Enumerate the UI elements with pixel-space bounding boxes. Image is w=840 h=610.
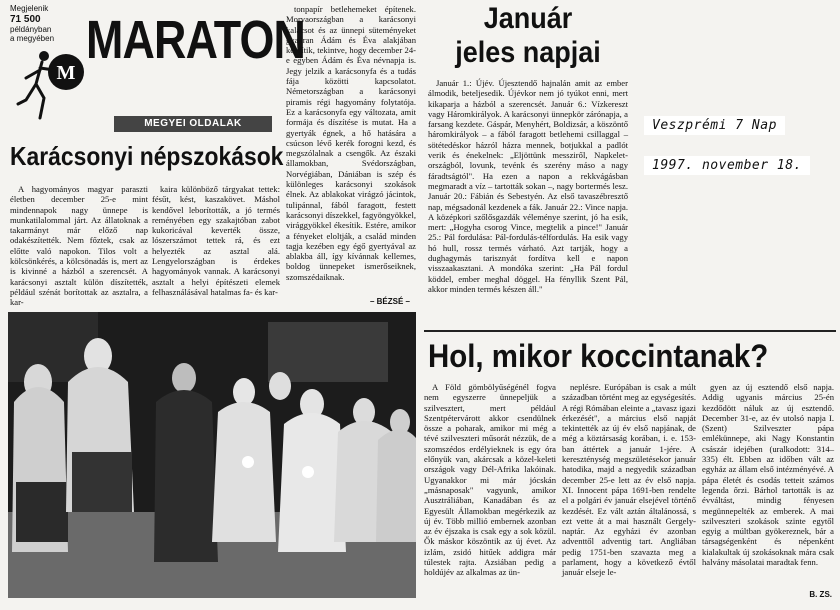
article1-column-2: kaira különböző tárgyakat tettek: fésűt, kést, kaszakövet. Máshol kendővel leborították, a jó termés reményében egy szakajtóban zabot kukoricával keverték össze, lószerszámot tettek rá, és ezt helyezték az asztal alá. Lengyelországban is érdekes hagyományok vannak. A karácsonyi asztalt a helyi építészeti elemek felhasználásával hatalmas fa- és kar-: [152, 184, 280, 297]
article3-column-1: A Föld gömbölyűségénél fogva nem egyszerre ünnepeljük a szilvesztert, mert például Szentpétervárott akkor csendülnek össze a poharak, amikor mi még a tévé szilveszteri műsorát nézzük, de a szomszédos erdélyieknek is egy óra előnyük van, akárcsak a közel-keleti országok vagy Dél-Afrika lakóinak. Ugyanakkor mi már jócskán „másnaposak" vagyunk, amikor Ausztráliában, Kanadában és az Egyesült Államokban megérkezik az új év. Több millió embernek azonban az év éjszaka is csak egy a sok közül. Ők máskor köszöntik az új évet. Az izlám, zsidó hitűek addigra már túlestek rajta. Azsiában pedig a holdújév az alkalmas az ün-: [424, 382, 556, 578]
article3-column-3: gyen az új esztendő első napja. Addig ugyanis március 25-én kezdődött náluk az új esztendő. December 31-e, az év utolsó napja I. (Szent) Szilveszter pápa emlékünnepe, aki Nagy Konstantin császár idejében (uralkodott: 314–335) élt. Ebben az időben vált az egyház az állam első intézményévé. A pápa életét és csodás tetteit számos legenda őrzi. Bárhol tartották is az évváltást, mindig fényesen megünnepelték az emberek. A mai szilveszteri szokások szinte egytől egyig a múltban gyökereznek, bár a társagségenként és népenként kialakultak új szokásoknak mára csak halvány másolatai maradtak fenn.: [702, 382, 834, 568]
article3-top-rule: [424, 330, 836, 332]
article1-signature: – BÉZSÉ –: [369, 297, 410, 306]
article1-headline: Karácsonyi népszokások: [10, 141, 284, 171]
source-label: Veszprémi 7 Nap: [644, 116, 785, 135]
circulation-line: Megjelenik: [10, 4, 49, 13]
article3-headline: Hol, mikor koccintanak?: [428, 338, 769, 374]
runner-logo-icon: [14, 48, 92, 126]
circulation-line: példányban: [10, 24, 52, 34]
article1-column-3: tonpapír betlehemeket építenek. Morvaországban a karácsonyi kalácsot és az ünnepi süteményeket gyakran Ádám és Éva alakjában készítik, tekintve, hogy december 24-e egyben Ádám és Éva névnapja is. Jegy jelzik a karácsonyfa és a tudás fája közötti kapcsolatot. Németországban a karácsonyi piramis régi hagyomány folytatója. Ez a karácsonyfa egy változata, amit formája és díszítése is mutat. Ha a gyertyák égnek, a hő hatására a csúcson lévő kerék forogni kezd, és megszólalnak a csengők. Az északi államokban, Svédországban, Norvégiában, Dániában is szép és különleges karácsonyi szokások élnek. Az ablakokat virágzó jácintok, tulipánnal, fából faragott, festett karácsonyi díszekkel, fagyöngyökkel, virággyökkel ékesítik. Estére, amikor a fényeket eloltják, a család minden tagja kezében egy égő gyertyával az ablakba áll, így kívánnak kellemes, boldog ünnepeket ismerőseiknek, szomszédaiknak.: [286, 4, 416, 282]
circulation-info: [10, 4, 70, 44]
date-label: 1997. november 18.: [644, 156, 810, 175]
article2-headline: [428, 2, 628, 70]
article1-column-1: A hagyományos magyar paraszti életben december 25-e mint mindennapok nagy ünnepe is munkatilalommal járt. Az állatoknak a takarmányt már előző nap odakészítették. Nem főztek, csak az előtte való napokon. Tilos volt a kölcsönkérés, a kölcsönadás is, mert az is kivinné a házból a szerencsét. A karácsonyi asztalt külön díszítették, például szénát borítottak az asztalra, a kar-: [10, 184, 148, 308]
article2-headline-line: Január: [483, 2, 573, 35]
article3-column-2: neplésre. Európában is csak a múlt században történt meg az egységesítés. A régi Rómában eleinte a „tavasz igazi érkezését", a március első napját tekintették az új év első napjának, de még a köztársaság korában, i. e. 153-ban áttértek a január 1-jére. A kereszténység megszületésekor január hatodika, majd a negyedik században december 25-e lett az év első napja. XI. Innocent pápa 1691-ben rendelte el a polgári év január elsejével történő kezdését. Ez vált aztán általánossá, s ezt vette át a mai használt Gergely-naptár. Az egyházi év azonban adventtől adventig tart. Angliában pedig 1751-ben szavazta meg a parlament, hogy a következő évtől január elseje le-: [562, 382, 696, 578]
article3-signature: B. ZS.: [809, 590, 832, 599]
article2-body: Január 1.: Újév. Újesztendő hajnalán amit az ember álmodik, beteljesedik. Újévkor nem jó tyúkot enni, mert kikaparja a házból a szerencsét. Január 6.: Vízkereszt vagy Háromkirályok. A karácsonyi ünnepkör zárónapja, a farsang kezdete. Gáspár, Menyhért, Boldizsár, a köszöntő háromkirályok – a fából faragott betlehemi csillaggal – sötétedéskor házról házra mennek, botjukkal a padlót verik és énekelnek: „Eljöttünk messziről, Napkelet-országból, lovunk, tevénk és szerény máso a nagy fáradtságtól". Ha ezen a napon a rekkvágásban megmaradt a víz – tartották sokan –, nagy bortermés lesz. Január 20.: Fábián és Sebestyén. Az első tavaszébresztő nap, mégsadonál kezdenek a fák. Január 22.: Vince napja. A középkori szőlősgazdák véleménye szerint, jó ha esik, mert: „Hogyha csorog Vince, megtelik a pince!" Január 25.: Pál fordulása: Pál-fordulás-télfordulás. Ha esik vagy hó hull, rossz termés várható. Azt tartják, hogy a dughagymás tarisznyát fordítva kell e napon visszaakasztani. A mondóka szerint: „Ha Pál fordul köddel, ember meghal döggel. Ha fényllik Szent Pál, akkor minden termés készen áll.": [428, 78, 628, 294]
masthead: [10, 4, 306, 130]
circulation-line: a megyében: [10, 34, 55, 43]
masthead-title: MARATON: [86, 10, 306, 70]
masthead-subtitle: MEGYEI OLDALAK: [114, 116, 272, 132]
logo-letter: M: [56, 62, 76, 84]
carolers-photo: [8, 312, 416, 598]
circulation-count: 71 500: [10, 13, 41, 25]
article2-headline-line: jeles napjai: [455, 36, 601, 69]
